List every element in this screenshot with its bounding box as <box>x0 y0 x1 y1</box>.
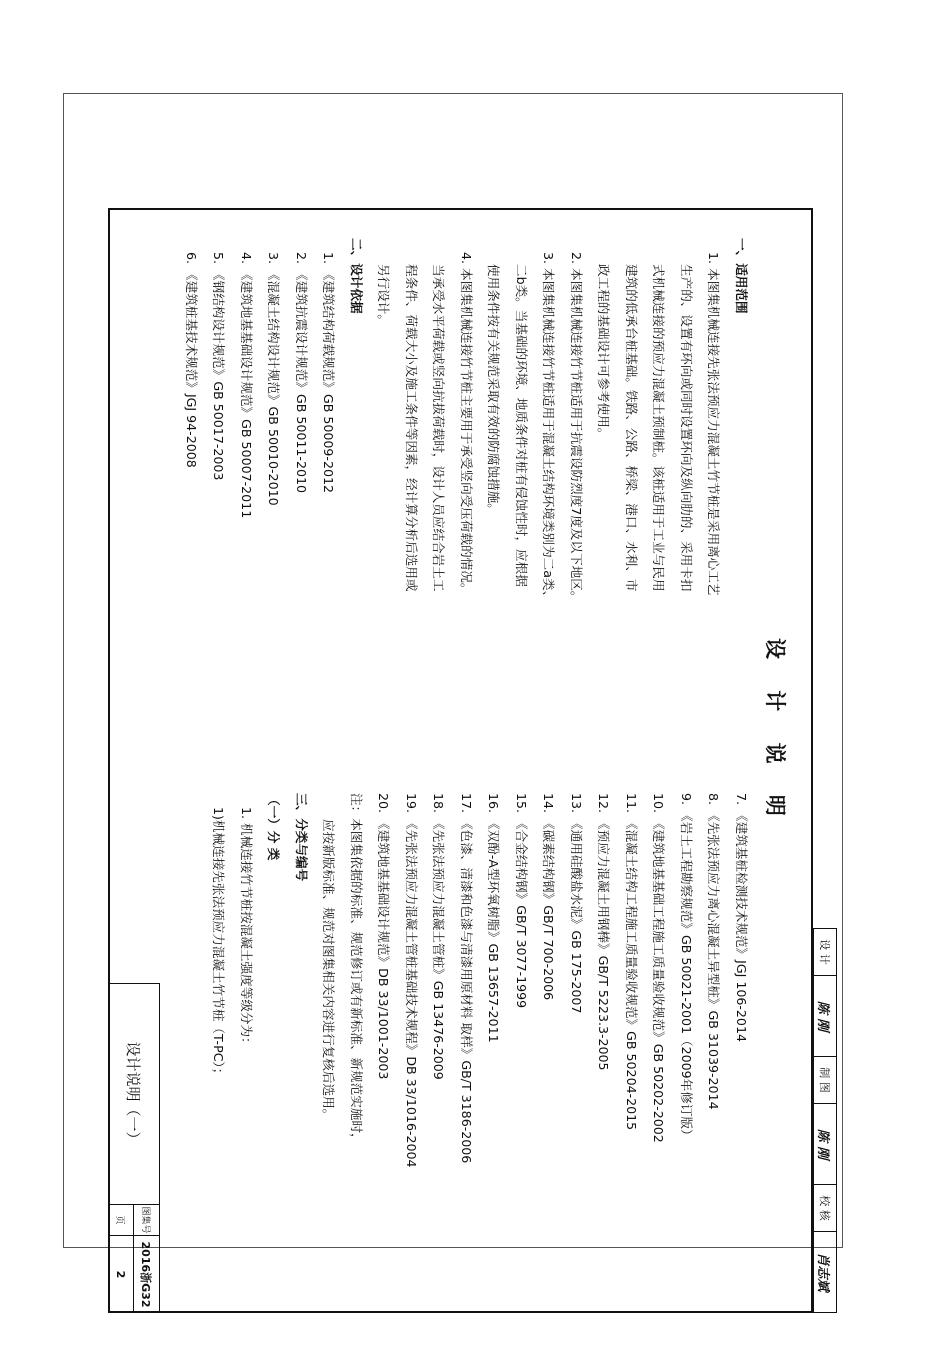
s1-line-5: 政工程的基础设计可参考使用。 <box>596 264 612 441</box>
s1-line-9: 使用条件按有关规范采取有效的防腐蚀措施。 <box>486 264 502 516</box>
class-line-2: 1)机械连接先张法预应力混凝土竹节桩（T-PC）； <box>211 807 227 1081</box>
basis-item: 3. 《混凝土结构设计规范》GB 50010-2010 <box>266 252 282 506</box>
basis-item: 12. 《预应力混凝土用钢棒》GB/T 5223.3-2005 <box>596 793 612 1071</box>
column-right <box>205 793 755 1293</box>
page-row <box>108 1205 133 1313</box>
basis-item: 6. 《建筑桩基技术规范》JGJ 94-2008 <box>184 252 199 468</box>
column-left <box>178 238 756 783</box>
basis-item: 1. 《建筑结构荷载规范》GB 50009-2012 <box>321 252 337 494</box>
atlas-value: 2016浙G32 <box>139 1241 153 1308</box>
s1-line-11: 当承受水平荷载或竖向抗拔荷载时，设计人员应结合岩土工 <box>431 264 447 592</box>
s1-line-4: 建筑的低承台桩基础。铁路、公路、桥梁、港口、水利、市 <box>624 264 639 592</box>
design-label: 设 计 <box>814 929 836 976</box>
atlas-label: 图集号 <box>134 1205 159 1236</box>
s1-line-12: 程条件、荷载大小及施工条件等因素，经计算分析后选用或 <box>404 264 419 592</box>
subsection-heading: （一）分 类 <box>266 793 282 861</box>
basis-item: 11. 《混凝土结构工程施工质量验收规范》GB 50204-2015 <box>624 793 639 1131</box>
s1-line-2: 生产的、设置有环向或同时设置环向及纵向肋的、采用卡扣 <box>679 264 694 592</box>
page-label: 页 <box>108 1205 133 1236</box>
basis-item: 18. 《先张法预应力混凝土管桩》GB 13476-2009 <box>431 793 447 1080</box>
design-signature: 陈 刚 <box>814 976 836 1057</box>
basis-item: 20. 《建筑地基基础设计规范》DB 33/1001-2003 <box>376 793 392 1080</box>
s1-line-7: 3. 本图集机械连接竹节桩适用于混凝土结构环境类别为二a类、 <box>541 252 557 604</box>
basis-item: 10. 《建筑地基基础工程施工质量验收规范》GB 50202-2002 <box>651 793 667 1143</box>
basis-item: 8. 《先张法预应力离心混凝土异型桩》GB 31039-2014 <box>706 793 722 1110</box>
atlas-row <box>133 1205 159 1313</box>
s1-line-8: 二b类。当基础的环境、地质条件对桩有侵蚀性时，应根据 <box>514 264 529 587</box>
section-1-heading: 一、适用范围 <box>734 238 749 314</box>
check-label: 校 核 <box>814 1185 836 1232</box>
note-line-2: 应按新版标准、规范对图集相关内容进行复核后选用。 <box>321 819 337 1122</box>
draw-label: 制 图 <box>814 1057 836 1104</box>
s1-line-10: 4. 本图集机械连接竹节桩主要用于承受竖向受压荷载的情况。 <box>459 252 474 596</box>
basis-item: 13. 《通用硅酸盐水泥》GB 175-2007 <box>569 793 584 1014</box>
title-block <box>108 983 160 1313</box>
s1-line-6: 2. 本图集机械连接竹节桩适用于抗震设防烈度7度及以下地区。 <box>569 252 584 604</box>
s1-line-1: 1. 本图集机械连接先张法预应力混凝土竹节桩是采用离心工艺 <box>706 252 722 596</box>
approval-strip <box>813 928 837 1313</box>
note-line-1: 注：本图集依据的标准、规范修订或有新标准、新规范实施时， <box>349 793 364 1146</box>
basis-item: 19. 《先张法预应力混凝土管桩基础技术规程》DB 33/1016-2004 <box>404 793 419 1168</box>
section-3-heading: 三、分类与编号 <box>294 793 309 882</box>
section-2-heading: 二、设计依据 <box>349 238 364 314</box>
check-signature: 肖志斌 <box>815 1252 831 1292</box>
basis-item: 2. 《建筑抗震设计规范》GB 50011-2010 <box>294 252 309 494</box>
basis-item: 4. 《建筑地基基础设计规范》GB 50007-2011 <box>239 252 254 519</box>
page-number: 2 <box>114 1270 127 1279</box>
s1-line-3: 式机械连接的预应力混凝土预制桩。该桩适用于工业与民用 <box>651 264 667 592</box>
basis-item: 17. 《色漆、清漆和色漆与清漆用原材料 取样》GB/T 3186-2006 <box>459 793 474 1164</box>
basis-item: 9. 《岩土工程勘察规范》GB 50021-2001（2009年修订版） <box>679 793 694 1142</box>
basis-item: 7. 《建筑基桩检测技术规范》JGJ 106-2014 <box>734 793 749 1042</box>
s1-line-13: 另行设计。 <box>376 264 392 327</box>
drawing-name: 设计说明（一） <box>108 984 159 1205</box>
page-title: 设 计 说 明 <box>763 638 787 828</box>
drawing-sheet <box>108 208 831 1313</box>
draw-signature: 陈 刚 <box>814 1104 836 1185</box>
basis-item: 15. 《合金结构钢》GB/T 3077-1999 <box>514 793 529 1009</box>
basis-item: 14. 《碳素结构钢》GB/T 700-2006 <box>541 793 557 1001</box>
basis-item: 16. 《双酚-A型环氧树脂》GB 13657-2011 <box>486 793 502 1043</box>
title-block-info <box>108 1205 159 1313</box>
class-line-1: 1. 机械连接竹节桩按混凝土强度等级分为： <box>239 807 254 1050</box>
basis-item: 5. 《钢结构设计规范》GB 50017-2003 <box>211 252 227 481</box>
